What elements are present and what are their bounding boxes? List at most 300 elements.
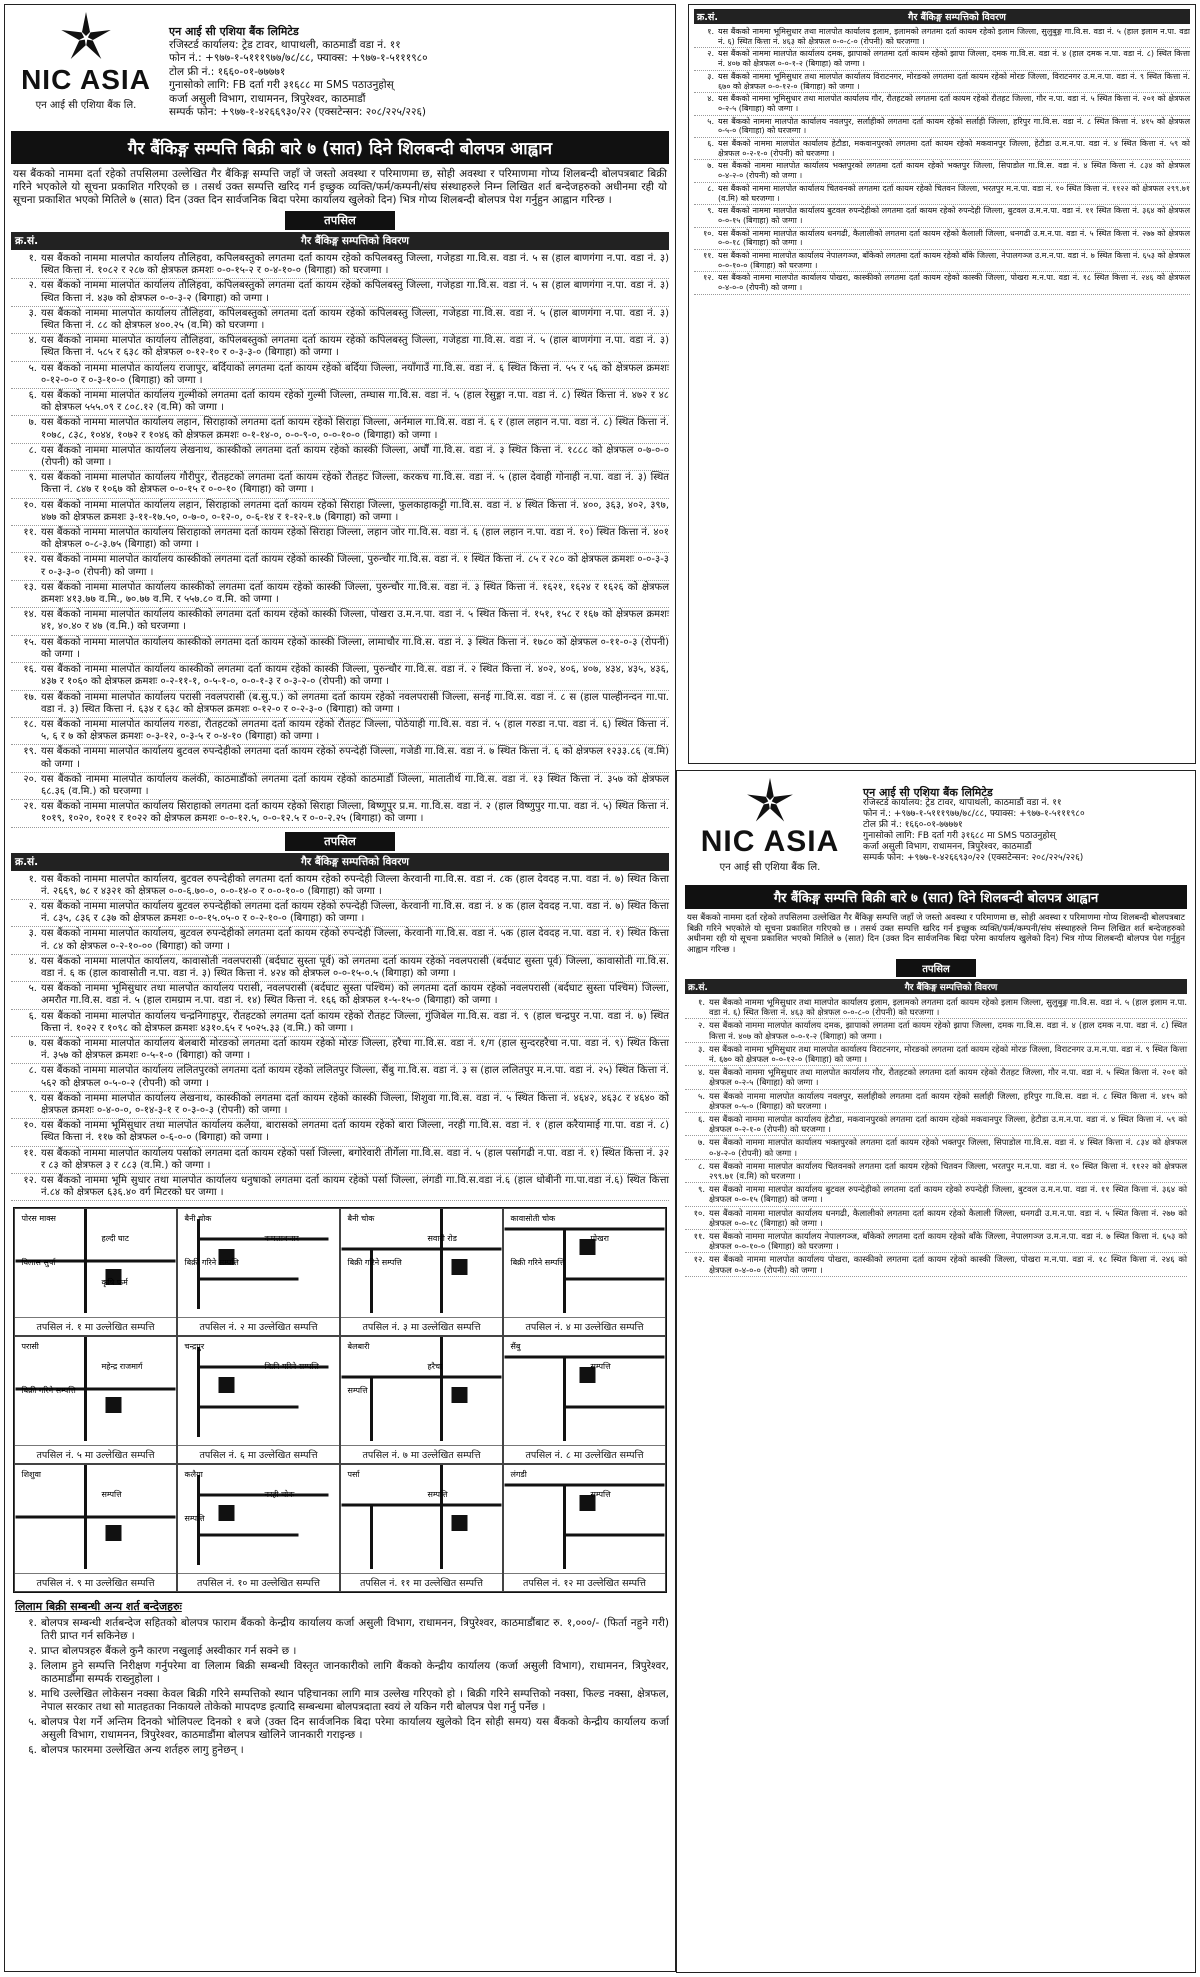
bank-logo — [685, 777, 855, 873]
bank-contact-phone: सम्पर्क फोन: +९७७-१-४२६६९३०/२२ (एक्सटेन्सन: २०८/२२५/२२६) — [863, 853, 1084, 863]
item-text: यस बैंकको नाममा मालपोत कार्यालय, बुटवल रुपन्देहीको लगतमा दर्ता कायम रहेको रुपन्देही जिल्ला केरवानी गा.वि.स. वडा नं. ८क (हाल देवदह न.पा. वडा नं. ७) स्थित कित्ता नं. २६६९, ७८ र ४३२१ को क्षेत्रफल ०-०-६.७०-०, ०-०-१४-० र ०-०-१०-० (बिगाहा) को जग्गा । — [41, 873, 669, 897]
map-label: कलैया — [184, 1470, 203, 1480]
map-caption: तपसिल नं. ३ मा उल्लेखित सम्पत्ति — [341, 1317, 502, 1335]
list-item — [11, 1659, 669, 1687]
map-label: हरैचा — [427, 1362, 443, 1372]
brand-name-np: एन आई सी एशिया बैंक लि. — [35, 100, 137, 111]
item-text: यस बैंकको नाममा भूमिसुधार तथा मालपोत कार्यालय इलाम, इलामको लगतमा दर्ता कायम रहेको इलाम जिल्ला, सुलुबुङ्ग गा.वि.स. वडा नं. ५ (हाल इलाम न.पा. वडा नं. ६) स्थित कित्ता नं. ४६३ को क्षेत्रफल ०-०-८-० (रोपनी) को घरजग्गा । — [718, 27, 1190, 46]
item-number: ८. — [707, 183, 714, 193]
property-marker — [106, 1397, 122, 1413]
list-item — [11, 1687, 669, 1715]
item-number: ५. — [28, 983, 37, 995]
map-caption: तपसिल नं. १२ मा उल्लेखित सम्पत्ति — [504, 1573, 665, 1591]
item-number: ७. — [28, 417, 37, 429]
item-number: ३. — [707, 71, 714, 81]
bank-address: रजिस्टर्ड कार्यालय: ट्रेड टावर, थापाथली, काठमाडौं वडा नं. ११ — [863, 798, 1062, 808]
item-number: २. — [28, 1645, 37, 1658]
item-text: माथि उल्लेखित लोकेसन नक्सा केवल बिक्री गरिने सम्पत्तिको स्थान पहिचानका लागि मात्र उल्लेख गरिएको हो । बिक्री गरिने सम्पत्तिको नक्सा, फिल्ड नक्सा, क्षेत्रफल, नेपाल सरकार तथा सो मातहतका निकायले तोकेको मापदण्ड इत्यादि सम्बन्धमा बोलपत्रदाता स्वयं ले यकिन गरी बोलपत्र पेश गर्नु पर्नेछ । — [41, 1688, 669, 1714]
item-text: यस बैंकको नाममा मालपोत कार्यालय, बुटवल रुपन्देहीको लगतमा दर्ता कायम रहेको रुपन्देही जिल्ला, केरवानी गा.वि.स. वडा नं. ५क (हाल देवदह न.पा. वडा नं. १) स्थित कित्ता नं. ८४ को क्षेत्रफल ०-२-१०-०० (बिगाहा) को जग्गा । — [41, 928, 669, 952]
item-text: यस बैंकको नाममा मालपोत कार्यालय पोखरा, कास्कीको लगतमा दर्ता कायम रहेको कास्की जिल्ला, पोखरा म.न.पा. वडा नं. १८ स्थित कित्ता नं. २४६ को क्षेत्रफल ०-४-०-० (रोपनी) को जग्गा । — [718, 273, 1190, 293]
item-text: यस बैंकको नाममा मालपोत कार्यालय परासी नवलपरासी (ब.सु.प.) को लगतमा दर्ता कायम रहेको नवलपरासी जिल्ला, सनई गा.वि.स. वडा नं. ८ स (हाल पाल्हीनन्दन गा.पा. वडा नं. ३) स्थित कित्ता नं. ६३४ र ६३८ को क्षेत्रफल क्रमशः ०-१२-० र ०-२-३-० (बिगाहा) को जग्गा । — [41, 691, 669, 715]
list-item — [11, 471, 669, 498]
list-item — [11, 1715, 669, 1743]
table-header — [685, 979, 1187, 994]
notice-header — [11, 11, 669, 129]
list-item — [685, 1090, 1187, 1113]
item-number: ६. — [28, 390, 37, 402]
item-number: ४. — [28, 1688, 37, 1701]
continuation-notice — [688, 4, 1196, 764]
item-text: यस बैंकको नाममा भूमिसुधार तथा मालपोत कार्यालय इलाम, इलामको लगतमा दर्ता कायम रहेको इलाम जिल्ला, सुलुबुङ्ग गा.वि.स. वडा नं. ५ (हाल इलाम न.पा. वडा नं. ६) स्थित कित्ता नं. ४६३ को क्षेत्रफल ०-०-८-० (रोपनी) को घरजग्गा । — [709, 997, 1187, 1018]
map-label: शिशुवा — [21, 1470, 41, 1480]
list-item — [685, 1136, 1187, 1159]
item-text: यस बैंकको नाममा मालपोत कार्यालय नेपालगञ्ज, बाँकेको लगतमा दर्ता कायम रहेको बाँके जिल्ला, नेपालगञ्ज उ.म.न.पा. वडा नं. ७ स्थित कित्ता नं. ६५३ को क्षेत्रफल ०-०-१०-० (बिगाहा) को घरजग्गा । — [709, 1231, 1187, 1252]
item-text: यस बैंकको नाममा मालपोत कार्यालय तौलिहवा, कपिलबस्तुको लगतमा दर्ता कायम रहेको कपिलबस्तु जिल्ला, गजेहडा गा.वि.स. वडा नं. ५ (हाल बाणगंगा न.पा. वडा नं. ३) स्थित कित्ता नं. ८८ को क्षेत्रफल ४००.२५ (व.मि) को घरजग्गा । — [41, 307, 669, 332]
map-label: कृषि फर्म — [101, 1278, 128, 1288]
bank-phone: फोन नं.: +९७७-१-५१११९७७/७८/८८, फ्याक्स: +९७७-१-५१११९८० — [169, 52, 428, 64]
list-item — [11, 279, 669, 306]
list-item — [694, 71, 1190, 93]
map-caption: तपसिल नं. ६ मा उल्लेखित सम्पत्ति — [178, 1445, 339, 1463]
item-text: यस बैंकको नाममा मालपोत कार्यालय बेलबारी मोरङको लगतमा दर्ता कायम रहेको मोरङ जिल्ला, हरैचा गा.वि.स. वडा नं. १/ग (हाल सुन्दरहरैचा न.पा. वडा नं. ९) स्थित कित्ता नं. ३५७ को क्षेत्रफल क्रमशः ०-५-१-० (बिगाहा) को जग्गा । — [41, 1037, 669, 1062]
item-number: १६. — [23, 664, 37, 676]
property-marker — [219, 1505, 235, 1521]
bank-logo — [11, 11, 161, 111]
item-text: यस बैंकको नाममा मालपोत कार्यालय नवलपुर, सर्लाहीको लगतमा दर्ता कायम रहेको सर्लाही जिल्ला, हरिपुर गा.वि.स. वडा नं. ८ स्थित कित्ता नं. ४१५ को क्षेत्रफल ०-५-० (बिगाहा) को घरजग्गा । — [709, 1090, 1187, 1111]
bank-dept: कर्जा असुली विभाग, राधामनन, त्रिपुरेश्वर, काठमाडौं — [169, 92, 366, 105]
list-item — [11, 1010, 669, 1037]
small-notice — [676, 770, 1196, 1973]
item-text: यस बैंकको नाममा मालपोत कार्यालय लहान, सिराहाको लगतमा दर्ता कायम रहेको सिराहा जिल्ला, अर्नमाल गा.वि.स. वडा नं. ६ र (हाल लहान न.पा. वडा नं. ८) स्थित कित्ता नं. १०७८, ८३८, १०४४, १०७२ र १०४६ को क्षेत्रफल क्रमशः ०-१-१४-०, ०-०-९-०, ०-०-१०-० (बिगाहा) को जग्गा । — [41, 417, 669, 441]
item-number: ५. — [707, 116, 714, 126]
list-item — [11, 1147, 669, 1174]
table-header — [694, 9, 1190, 24]
list-item — [11, 691, 669, 718]
item-number: १९. — [23, 746, 37, 758]
map-sketch — [341, 1465, 502, 1569]
col-title: गैर बैंकिङ्ग सम्पत्तिको विवरण — [300, 235, 410, 247]
item-text: यस बैंकको नाममा भूमिसुधार तथा मालपोत कार्यालय विराटनगर, मोरङको लगतमा दर्ता कायम रहेको मोरङ जिल्ला, विराटनगर उ.म.न.पा. वडा नं. ९ स्थित कित्ता नं. ६७० को क्षेत्रफल ०-०-१२-० (बिगाहा) को जग्गा । — [718, 71, 1190, 91]
item-number: ३. — [28, 1660, 37, 1673]
item-number: १. — [28, 253, 37, 264]
list-item — [685, 1230, 1187, 1253]
item-text: यस बैंकको नाममा मालपोत कार्यालय कास्कीको लगतमा दर्ता कायम रहेको कास्की जिल्ला, लामाचौर गा.वि.स. वडा नं. ३ स्थित कित्ता नं. १७८० को क्षेत्रफल ०-११-०-३ (रोपनी) को जग्गा । — [41, 636, 669, 660]
item-text: प्राप्त बोलपत्रहरु बैंकले कुनै कारण नखुलाई अस्वीकार गर्न सक्ने छ । — [41, 1645, 297, 1658]
star-logo-icon — [742, 777, 798, 827]
location-map — [177, 1208, 340, 1336]
bank-name: एन आई सी एशिया बैंक लिमिटेड — [863, 786, 993, 799]
map-label: पर्सा — [347, 1470, 360, 1480]
item-text: लिलाम हुने सम्पत्ति निरीक्षण गर्नुपरेमा वा लिलाम बिक्री सम्बन्धी विस्तृत जानकारीको लागि बैंकको केन्द्रीय कार्यालय (कर्जा असुली विभाग), राधामनन, त्रिपुरेश्वर, काठमाडौंमा सम्पर्क राख्नुहोला । — [41, 1660, 669, 1686]
item-number: १०. — [23, 499, 37, 511]
map-label: पोरस माक्स — [21, 1214, 56, 1224]
item-text: यस बैंकको नाममा मालपोत कार्यालय कास्कीको लगतमा दर्ता कायम रहेको कास्की जिल्ला, पुरुन्चौर गा.वि.स. वडा नं. ३ स्थित कित्ता नं. १६२१, १६२४ र १६२६ को क्षेत्रफल क्रमशः ४१३.७७ व.मि., ७०.७७ व.मि. र ५५७.८० व.मि. को जग्गा । — [41, 581, 669, 606]
brand-name: NIC ASIA — [700, 825, 840, 858]
item-number: १४. — [23, 609, 37, 621]
item-number: ८. — [28, 444, 37, 456]
item-text: यस बैंकको नाममा भूमिसुधार तथा मालपोत कार्यालय विराटनगर, मोरङको लगतमा दर्ता कायम रहेको मोरङ जिल्ला, विराटनगर उ.म.न.पा. वडा नं. ९ स्थित कित्ता नं. ६७० को क्षेत्रफल ०-०-१२-० (बिगाहा) को जग्गा । — [709, 1043, 1187, 1065]
item-number: ५. — [28, 362, 37, 374]
list-item — [11, 334, 669, 361]
map-label: सम्पत्ति — [590, 1490, 611, 1500]
map-label: बैनी चोक — [184, 1214, 212, 1224]
item-text: यस बैंकको नाममा मालपोत कार्यालय सिराहाको लगतमा दर्ता कायम रहेको सिराहा जिल्ला, लहान जोर गा.वि.स. वडा नं. ६ (हाल लहान न.पा. वडा नं. १०) स्थित कित्ता नं. ४०१ को क्षेत्रफल ०-८-३.७५ (बिगाहा) को जग्गा । — [41, 527, 669, 551]
item-number: २. — [28, 900, 37, 912]
item-number: १२. — [703, 273, 714, 283]
item-number: ९. — [707, 206, 714, 216]
item-number: ११. — [23, 1147, 37, 1159]
item-number: १. — [28, 873, 37, 885]
item-number: ५. — [28, 1716, 37, 1729]
location-map — [340, 1464, 503, 1592]
list-item — [11, 416, 669, 443]
list-item — [694, 272, 1190, 294]
property-marker — [106, 1525, 122, 1541]
item-text: यस बैंकको नाममा भूमिसुधार तथा मालपोत कार्यालय गौर, रौतहटको लगतमा दर्ता कायम रहेको रौतहट जिल्ला, गौर न.पा. वडा नं. ५ स्थित कित्ता नं. २०१ को क्षेत्रफल ०-२-५ (बिगाहा) को जग्गा । — [718, 94, 1190, 113]
location-map — [503, 1208, 666, 1336]
map-caption: तपसिल नं. १० मा उल्लेखित सम्पत्ति — [178, 1573, 339, 1591]
item-number: १५. — [23, 636, 37, 648]
list-item — [11, 1119, 669, 1146]
list-item — [11, 873, 669, 900]
item-text: यस बैंकको नाममा मालपोत कार्यालय दमक, झापाको लगतमा दर्ता कायम रहेको झापा जिल्ला, दमक गा.वि.स. वडा नं. ४ (हाल दमक न.पा. वडा नं. ८) स्थित कित्ता नं. ४०७ को क्षेत्रफल ०-०-१-२ (बिगाहा) को जग्गा । — [709, 1020, 1187, 1041]
item-number: ९. — [28, 1092, 37, 1104]
map-caption: तपसिल नं. ९ मा उल्लेखित सम्पत्ति — [15, 1573, 176, 1591]
map-label: सम्पत्ति — [590, 1362, 611, 1372]
map-caption: तपसिल नं. २ मा उल्लेखित सम्पत्ति — [178, 1317, 339, 1335]
map-sketch — [504, 1465, 665, 1569]
main-notice — [4, 4, 676, 1972]
item-text: बोलपत्र सम्बन्धी शर्तबन्देज सहितको बोलपत्र फाराम बैंकको केन्द्रीय कार्यालय कर्जा असुली विभाग, राधामनन, त्रिपुरेश्वर, काठमाडौंबाट रु. १,०००/- (फिर्ता नहुने गरी) तिरी प्राप्त गर्न सकिनेछ । — [41, 1617, 669, 1643]
map-caption: तपसिल नं. ४ मा उल्लेखित सम्पत्ति — [504, 1317, 665, 1335]
item-text: बोलपत्र पेश गर्ने अन्तिम दिनको भोलिपल्ट दिनको १ बजे (उक्त दिन सार्वजनिक बिदा परेमा कार्यालय खुलेको दिन सोही समय) यस बैंकको केन्द्रीय कार्यालय कर्जा असुली विभाग, राधामनन, त्रिपुरेश्वर, काठमाडौंमा बोलपत्र खोलिने जानकारी गराइन्छ । — [41, 1716, 669, 1742]
list-item — [11, 1174, 669, 1201]
section-heading: तपसिल — [896, 959, 976, 977]
map-label: सवारी रोड — [427, 1234, 457, 1244]
list-item — [11, 389, 669, 416]
map-label: बिक्री गरिने सम्पत्ति — [21, 1386, 76, 1396]
item-text: यस बैंकको नाममा मालपोत कार्यालय, कावासोती नवलपरासी (बर्दघाट सुस्ता पूर्व) को लगतमा दर्ता कायम रहेको नवलपरासी (बर्दघाट सुस्ता पूर्व) जिल्ला, कावासोती गा.वि.स. वडा नं. ६ क (हाल कावासोती न.पा. वडा नं. ३) स्थित कित्ता नं. ४२४ को क्षेत्रफल ०-०-१५-०.५ (बिगाहा) को जग्गा । — [41, 955, 669, 979]
brand-name: NIC ASIA — [21, 64, 151, 95]
map-label: सैंबु — [510, 1342, 521, 1352]
list-item — [11, 955, 669, 982]
map-label: विलास सुर्पा — [21, 1258, 56, 1268]
item-text: यस बैंकको नाममा मालपोत कार्यालय लेखनाथ, कास्कीको लगतमा दर्ता कायम रहेको कास्की जिल्ला, शिशुवा गा.वि.स. वडा नं. ५ स्थित कित्ता नं. ४६४२, ४६३८ र ४६४० को क्षेत्रफल क्रमशः ०-४-०-०, ०-१४-३-१ र ०-३-०-३ (रोपनी) को जग्गा । — [41, 1092, 669, 1116]
list-item — [694, 116, 1190, 138]
map-sketch — [15, 1465, 176, 1569]
bank-tollfree: टोल फ्री नं.: १६६०-०१-७७७७१ — [169, 65, 286, 78]
item-number: ११. — [693, 1231, 705, 1242]
contact-block — [863, 777, 1085, 864]
list-item — [694, 160, 1190, 182]
location-map — [177, 1464, 340, 1592]
notice-title: गैर बैंकिङ्ग सम्पत्ति बिक्री बारे ७ (सात) दिने शिलबन्दी बोलपत्र आह्वान — [11, 131, 669, 164]
item-number: ४. — [697, 1067, 705, 1078]
property-list-3 — [694, 26, 1190, 295]
list-item — [685, 1066, 1187, 1089]
bank-contact-phone: सम्पर्क फोन: +९७७-१-४२६६९३०/२२ (एक्सटेन्सन: २०८/२२५/२२६) — [169, 106, 427, 118]
location-maps-grid — [13, 1207, 667, 1593]
item-number: ५. — [697, 1090, 705, 1101]
map-label: हल्दी घाट — [101, 1234, 129, 1244]
col-title: गैर बैंकिङ्ग सम्पत्तिको विवरण — [904, 983, 998, 993]
property-marker — [452, 1259, 468, 1275]
list-item — [11, 362, 669, 389]
map-caption: तपसिल नं. ५ मा उल्लेखित सम्पत्ति — [15, 1445, 176, 1463]
item-number: २१. — [23, 801, 37, 813]
item-text: यस बैंकको नाममा मालपोत कार्यालय बुटवल रुपन्देहीको लगतमा दर्ता कायम रहेको रुपन्देही जिल्ला, गजेडी गा.वि.स. वडा नं. ७ स्थित कित्ता नं. ६ को क्षेत्रफल १२३३.८६ (व.मि) को जग्गा । — [41, 746, 669, 770]
col-title: गैर बैंकिङ्ग सम्पत्तिको विवरण — [300, 855, 410, 868]
contact-block — [169, 11, 428, 120]
bank-phone: फोन नं.: +९७७-१-५१११९७७/७८/८८, फ्याक्स: +९७७-१-५१११९८० — [863, 809, 1085, 819]
list-item — [11, 773, 669, 800]
item-number: १२. — [693, 1254, 705, 1265]
list-item — [11, 663, 669, 690]
list-item — [11, 444, 669, 471]
list-item — [694, 48, 1190, 70]
item-number: ११. — [703, 251, 714, 261]
item-number: १०. — [703, 228, 714, 238]
list-item — [685, 1183, 1187, 1206]
map-label: सम्पत्ति — [101, 1490, 122, 1500]
item-number: ४. — [28, 955, 37, 967]
location-map — [14, 1336, 177, 1464]
list-item — [694, 250, 1190, 272]
item-text: यस बैंकको नाममा भूमि सुधार तथा मालपोत कार्यालय धनुषाको लगतमा दर्ता कायम रहेको पर्सा जिल्ला, लंगडी गा.वि.स.वडा नं.६ (हाल धोबीनी गा.पा.वडा नं.६) स्थित कित्ता नं.८४ को क्षेत्रफल ६३६.४० वर्ग मिटरको घर जग्गा । — [41, 1175, 669, 1199]
item-number: ७. — [28, 1037, 37, 1049]
item-text: यस बैंकको नाममा मालपोत कार्यालय तौलिहवा, कपिलबस्तुको लगतमा दर्ता कायम रहेको कपिलबस्तु जिल्ला, गजेहडा गा.वि.स. वडा नं. ५ स (हाल बाणगंगा न.पा. वडा नं. ३) स्थित कित्ता नं. १०८२ र २८७ को क्षेत्रफल क्रमशः ०-०-१५-२ र ०-४-१०-० (बिगाहा) को घरजग्गा । — [41, 253, 669, 277]
map-sketch — [504, 1337, 665, 1441]
item-text: यस बैंकको नाममा भूमिसुधार तथा मालपोत कार्यालय परासी, नवलपरासी (बर्दघाट सुस्ता पश्चिम) को लगतमा दर्ता कायम रहेको नवलपरासी (बर्दघाट सुस्ता पश्चिम) जिल्ला, अमरौत गा.वि.स. वडा नं. ५ (हाल रामग्राम न.पा. वडा नं. १४) स्थित कित्ता नं. १६६ को क्षेत्रफल १-५-१५-० (बिगाहा) को जग्गा । — [41, 983, 669, 1007]
item-text: यस बैंकको नाममा मालपोत कार्यालय दमक, झापाको लगतमा दर्ता कायम रहेको झापा जिल्ला, दमक गा.वि.स. वडा नं. ४ (हाल दमक न.पा. वडा नं. ८) स्थित कित्ता नं. ४०७ को क्षेत्रफल ०-०-१-२ (बिगाहा) को जग्गा । — [718, 49, 1190, 69]
col-serial: क्र.सं. — [15, 855, 39, 868]
item-text: यस बैंकको नाममा मालपोत कार्यालय चितवनको लगतमा दर्ता कायम रहेको चितवन जिल्ला, भरतपुर म.न.पा. वडा नं. १० स्थित कित्ता नं. ११२२ को क्षेत्रफल २९९.७१ (व.मि) को घरजग्गा । — [709, 1160, 1187, 1182]
map-label: बिक्री गरिने सम्पत्ति — [347, 1258, 402, 1268]
item-text: यस बैंकको नाममा मालपोत कार्यालय ललितपुरको लगतमा दर्ता कायम रहेको ललितपुर जिल्ला, सैंबु गा.वि.स. वडा नं. ३ स (हाल ललितपुर म.न.पा. वडा नं. २५) स्थित कित्ता नं. ५६२ को क्षेत्रफल ०-५-०-२ (रोपनी) को जग्गा । — [41, 1065, 669, 1089]
item-text: यस बैंकको नाममा मालपोत कार्यालय कास्कीको लगतमा दर्ता कायम रहेको कास्की जिल्ला, पोखरा उ.म.न.पा. वडा नं. ५ स्थित कित्ता नं. १५१, १५८ र १६७ को क्षेत्रफल क्रमशः ४१, ४०.४० र ४७ (व.मि.) को घरजग्गा । — [41, 609, 669, 633]
location-map — [14, 1464, 177, 1592]
item-text: यस बैंकको नाममा मालपोत कार्यालय कास्कीको लगतमा दर्ता कायम रहेको कास्की जिल्ला, पुरुन्चौर गा.वि.स. वडा नं. १ स्थित कित्ता नं. ८५ र २८० को क्षेत्रफल क्रमशः ०-०-३-३ र ०-३-३-० (रोपनी) को जग्गा । — [41, 554, 669, 578]
item-text: यस बैंकको नाममा मालपोत कार्यालय बुटवल रुपन्देहीको लगतमा दर्ता कायम रहेको रुपन्देही जिल्ला, बुटवल उ.म.न.पा. वडा नं. ११ स्थित कित्ता नं. ३६४ को क्षेत्रफल ०-०-१५ (बिगाहा) को जग्गा । — [718, 206, 1190, 225]
item-number: १. — [697, 997, 705, 1007]
bank-sms: गुनासोको लागि: FB दर्ता गरी ३१६८८ मा SMS पठाउनुहोस् — [863, 831, 1056, 841]
list-item — [11, 636, 669, 663]
list-item — [694, 26, 1190, 48]
map-label: पोखरा — [590, 1234, 610, 1244]
item-text: यस बैंकको नाममा मालपोत कार्यालय लेखनाथ, कास्कीको लगतमा दर्ता कायम रहेको कास्की जिल्ला, अर्घौं गा.वि.स. वडा नं. ३ स्थित कित्ता नं. १८८८ को क्षेत्रफल ०-७-०-० (रोपनी) को जग्गा । — [41, 444, 669, 469]
star-logo-icon — [56, 11, 116, 65]
bank-name: एन आई सी एशिया बैंक लिमिटेड — [169, 25, 299, 38]
list-item — [11, 581, 669, 608]
map-sketch — [15, 1337, 176, 1441]
item-number: ४. — [28, 335, 37, 347]
item-number: ३. — [28, 307, 37, 319]
map-sketch — [504, 1209, 665, 1313]
item-text: यस बैंकको नाममा मालपोत कार्यालय चन्द्रनिगाहपुर, रौतहटको लगतमा दर्ता कायम रहेको रौतहट जिल्ला, गुंजिबेल गा.वि.स. वडा नं. ९ (हाल चन्द्रपुर न.पा. वडा नं. ७) स्थित कित्ता नं. १०२२ र १०९८ को क्षेत्रफल क्रमशः ४३१०.६५ र ५०२५.३३ (व.मि.) को जग्गा । — [41, 1010, 669, 1034]
small-notice-header — [685, 777, 1187, 883]
list-item — [685, 1113, 1187, 1136]
item-text: यस बैंकको नाममा मालपोत कार्यालय बुटवल रुपन्देहीको लगतमा दर्ता कायम रहेको रुपन्देही जिल्ला, बुटवल उ.म.न.पा. वडा नं. ११ स्थित कित्ता नं. ३६४ को क्षेत्रफल ०-०-१५ (बिगाहा) को जग्गा । — [709, 1184, 1187, 1205]
location-map — [503, 1336, 666, 1464]
list-item — [11, 1743, 669, 1758]
item-number: १. — [707, 27, 714, 36]
list-item — [11, 608, 669, 635]
location-map — [177, 1336, 340, 1464]
bank-tollfree: टोल फ्री नं.: १६६०-०१-७७७७१ — [863, 820, 963, 830]
map-sketch — [178, 1337, 339, 1441]
item-text: यस बैंकको नाममा मालपोत कार्यालय पोखरा, कास्कीको लगतमा दर्ता कायम रहेको कास्की जिल्ला, पोखरा म.न.पा. वडा नं. १८ स्थित कित्ता नं. २४६ को क्षेत्रफल ०-४-०-० (रोपनी) को जग्गा । — [709, 1254, 1187, 1275]
location-map — [503, 1464, 666, 1592]
list-item — [11, 1092, 669, 1119]
list-item — [11, 745, 669, 772]
list-item — [11, 1616, 669, 1644]
brand-name-np: एन आई सी एशिया बैंक लि. — [719, 862, 821, 873]
item-number: १०. — [693, 1207, 705, 1218]
list-item — [11, 982, 669, 1009]
item-number: ७. — [697, 1137, 705, 1148]
bank-address: रजिस्टर्ड कार्यालय: ट्रेड टावर, थापाथली, काठमाडौं वडा नं. ११ — [169, 38, 401, 51]
map-caption: तपसिल नं. ८ मा उल्लेखित सम्पत्ति — [504, 1445, 665, 1463]
map-label: बेलबारी — [347, 1342, 370, 1352]
list-item — [685, 1207, 1187, 1230]
map-label: बैनी चोक — [347, 1214, 375, 1224]
item-number: ३. — [697, 1043, 705, 1054]
item-text: यस बैंकको नाममा मालपोत कार्यालय चितवनको लगतमा दर्ता कायम रहेको चितवन जिल्ला, भरतपुर म.न.पा. वडा नं. १० स्थित कित्ता नं. ११२२ को क्षेत्रफल २९९.७१ (व.मि) को घरजग्गा । — [718, 183, 1190, 203]
map-caption: तपसिल नं. १ मा उल्लेखित सम्पत्ति — [15, 1317, 176, 1335]
item-text: यस बैंकको नाममा मालपोत कार्यालय लहान, सिराहाको लगतमा दर्ता कायम रहेको सिराहा जिल्ला, फुलकाहाकट्टी गा.वि.स. वडा नं. ४ स्थित कित्ता नं. ४००, ३६३, ४०२, ३९७, ४७७ को क्षेत्रफल क्रमशः ३-११-१७.५०, ०-७-०, ०-१२-०, ०-६-१४ र १-१२-१.७ (बिगाहा) को जग्गा । — [41, 499, 669, 523]
map-label: बिक्री गरिने सम्पत्ति — [184, 1258, 239, 1268]
col-serial: क्र.सं. — [688, 983, 708, 993]
map-label: कावासोती चोक — [510, 1214, 556, 1224]
map-label: नरही चोक — [264, 1490, 295, 1500]
list-item — [11, 1037, 669, 1064]
item-number: ३. — [28, 928, 37, 940]
list-item — [11, 1064, 669, 1091]
list-item — [11, 499, 669, 526]
item-text: यस बैंकको नाममा भूमिसुधार तथा मालपोत कार्यालय गौर, रौतहटको लगतमा दर्ता कायम रहेको रौतहट जिल्ला, गौर न.पा. वडा नं. ५ स्थित कित्ता नं. २०१ को क्षेत्रफल ०-२-५ (बिगाहा) को जग्गा । — [709, 1067, 1187, 1088]
item-number: १८. — [23, 718, 37, 730]
item-text: यस बैंकको नाममा मालपोत कार्यालय गरुडा, रौतहटको लगतमा दर्ता कायम रहेको रौतहट जिल्ला, पोठेयाही गा.वि.स. वडा नं. ५ (हाल गरुडा न.पा. वडा नं. ६) स्थित कित्ता नं. ५, ६ र ७ को क्षेत्रफल क्रमशः ०-३-१२, ०-३-५ र ०-४-१० (बिगाहा) को जग्गा । — [41, 718, 669, 743]
item-number: २. — [28, 280, 37, 292]
table-header — [11, 232, 669, 250]
property-list-2 — [11, 873, 669, 1202]
item-number: ६. — [707, 139, 714, 149]
map-caption: तपसिल नं. ११ मा उल्लेखित सम्पत्ति — [341, 1573, 502, 1591]
map-label: बिक्री गरिने सम्पत्ति — [510, 1258, 565, 1268]
item-number: ६. — [697, 1114, 705, 1125]
table-header — [11, 853, 669, 871]
map-label: लंगडी — [510, 1470, 527, 1480]
list-item — [694, 183, 1190, 205]
item-number: १२. — [23, 554, 37, 566]
map-label: सम्पत्ति — [184, 1514, 205, 1524]
item-text: यस बैंकको नाममा मालपोत कार्यालय सिराहाको लगतमा दर्ता कायम रहेको सिराहा जिल्ला, बिष्णुपुर प्र.म. गा.वि.स. वडा नं. २ (हाल विष्णुपुर गा.पा. वडा नं. ५) स्थित कित्ता नं. १०१९, १०२०, १०२१ र १०२२ को क्षेत्रफल क्रमशः ०-०-१२.५, ०-०-१२.५ र ०-०-२.२५ (बिगाहा) को जग्गा । — [41, 801, 669, 825]
item-number: ८. — [28, 1065, 37, 1077]
notice-intro: यस बैंकको नाममा दर्ता रहेको तपसिलमा उल्लेखित गैर बैंकिङ्ग सम्पत्ति जहाँ जे जस्तो अवस्था र परिमाणमा छ, सोही अवस्था र परिमाणमा गोप्य शिलबन्दी बोलपत्रबाट बिक्री गरिने भएकोले यो सूचना प्रकाशित गरिएको छ । तसर्थ उक्त सम्पत्ति खरिद गर्न इच्छुक व्यक्ति/फर्म/कम्पनी/संघ संस्थाहरुले निम्न लिखित शर्त बन्देजहरुको अधीनमा रही यो सूचना प्रकाशित भएको मितिले ७ (सात) दिन (उक्त दिन सार्वजनिक बिदा परेमा कार्यालय खुलेको दिन) भित्र गोप्य शिलबन्दी बोलपत्र पेश गर्नुहुन आह्वान गरिन्छ । — [13, 168, 667, 206]
list-item — [685, 1019, 1187, 1042]
item-text: यस बैंकको नाममा मालपोत कार्यालय कास्कीको लगतमा दर्ता कायम रहेको कास्की जिल्ला, पुरुन्चौर गा.वि.स. वडा नं. २ स्थित कित्ता नं. ४०२, ४०६, ४०७, ४३४, ४३५, ४३६, ४३७ र १०६० को क्षेत्रफल क्रमशः ०-२-११-१, ०-५-१-०, ०-०-१-३ र ०-३-२-० (रोपनी) को जग्गा । — [41, 664, 669, 688]
item-number: १. — [28, 1617, 37, 1630]
list-item — [11, 526, 669, 553]
item-text: यस बैंकको नाममा भूमिसुधार तथा मालपोत कार्यालय कलैया, बारासको लगतमा दर्ता कायम रहेको बारा जिल्ला, नरही गा.वि.स. वडा नं. १ (हाल करैयामाई गा.पा. वडा नं. ८) स्थित कित्ता नं. ११७ को क्षेत्रफल ०-६-०-० (बिगाहा) को जग्गा । — [41, 1120, 669, 1144]
map-label: परासी — [21, 1342, 39, 1352]
item-number: १०. — [23, 1120, 37, 1132]
property-marker — [219, 1377, 235, 1393]
item-text: यस बैंकको नाममा मालपोत कार्यालय धनगढी, कैलालीको लगतमा दर्ता कायम रहेको कैलाली जिल्ला, धनगढी उ.म.न.पा. वडा नं. ५ स्थित कित्ता नं. २७७ को क्षेत्रफल ०-०-१८ (बिगाहा) को जग्गा । — [709, 1207, 1187, 1228]
col-title: गैर बैंकिङ्ग सम्पत्तिको विवरण — [908, 12, 1006, 23]
list-item — [11, 307, 669, 334]
item-text: यस बैंकको नाममा मालपोत कार्यालय भक्तपुरको लगतमा दर्ता कायम रहेको भक्तपुर जिल्ला, सिपाडोल गा.वि.स. वडा नं. ४ स्थित कित्ता नं. ८३४ को क्षेत्रफल ०-४-२-० (रोपनी) को जग्गा । — [718, 161, 1190, 181]
item-number: ४. — [707, 94, 714, 104]
item-number: २०. — [23, 773, 37, 785]
list-item — [11, 252, 669, 279]
col-serial: क्र.सं. — [697, 12, 718, 23]
location-map — [340, 1336, 503, 1464]
item-text: यस बैंकको नाममा मालपोत कार्यालय हेटौडा, मकवानपुरको लगतमा दर्ता कायम रहेको मकवानपुर जिल्ला, हेटौडा उ.म.न.पा. वडा नं. ४ स्थित कित्ता नं. ५९ को क्षेत्रफल ०-२-१-० (रोपनी) को घरजग्गा । — [709, 1114, 1187, 1135]
item-number: ९. — [697, 1184, 705, 1195]
location-map — [340, 1208, 503, 1336]
item-text: यस बैंकको नाममा मालपोत कार्यालय तौलिहवा, कपिलबस्तुको लगतमा दर्ता कायम रहेको कपिलबस्तु जिल्ला, गजेहडा गा.वि.स. वडा नं. ५ स (हाल बाणगंगा न.पा. वडा नं. ३) स्थित कित्ता नं. ४३७ को क्षेत्रफल ०-०-३-२ (बिगाहा) को जग्गा । — [41, 280, 669, 304]
map-label: कमलाबजार — [264, 1234, 299, 1244]
item-number: ६. — [28, 1744, 37, 1757]
terms-list — [11, 1616, 669, 1758]
item-number: ८. — [697, 1160, 705, 1171]
item-number: २. — [697, 1020, 705, 1031]
item-number: १३. — [23, 581, 37, 593]
item-number: ७. — [707, 161, 714, 171]
item-text: यस बैंकको नाममा मालपोत कार्यालय गौरीपुर, रौतहटको लगतमा दर्ता कायम रहेको रौतहट जिल्ला, करकच गा.वि.स. वडा नं. ५ (हाल देवाही गोनाही न.पा. वडा नं. ३) स्थित कित्ता नं. ८४७ र १०६७ को क्षेत्रफल ०-०-१५ र ०-०-१० (बिगाहा) को जग्गा । — [41, 472, 669, 496]
small-notice-intro: यस बैंकको नाममा दर्ता रहेको तपसिलमा उल्लेखित गैर बैंकिङ्ग सम्पत्ति जहाँ जे जस्तो अवस्था र परिमाणमा छ, सोही अवस्था र परिमाणमा गोप्य शिलबन्दी बोलपत्रबाट बिक्री गरिने भएकोले यो सूचना प्रकाशित गरिएको छ । तसर्थ उक्त सम्पत्ति खरिद गर्न इच्छुक व्यक्ति/फर्म/कम्पनी/संघ संस्थाहरुले निम्न लिखित शर्त बन्देजहरुको अधीनमा रही यो सूचना प्रकाशित भएको मितिले ७ (सात) दिन (उक्त दिन सार्वजनिक बिदा परेमा कार्यालय खुलेको दिन) भित्र गोप्य शिलबन्दी बोलपत्र पेश गर्नुहुन आह्वान गरिन्छ । — [687, 913, 1185, 955]
item-text: यस बैंकको नाममा मालपोत कार्यालय भक्तपुरको लगतमा दर्ता कायम रहेको भक्तपुर जिल्ला, सिपाडोल गा.वि.स. वडा नं. ४ स्थित कित्ता नं. ८३४ को क्षेत्रफल ०-४-२-० (रोपनी) को जग्गा । — [709, 1137, 1187, 1158]
map-label: बिक्री गरिने सम्पत्ति — [264, 1362, 319, 1372]
section-heading: तपसिल — [285, 211, 395, 230]
list-item — [694, 138, 1190, 160]
list-item — [11, 718, 669, 745]
item-text: यस बैंकको नाममा मालपोत कार्यालय नवलपुर, सर्लाहीको लगतमा दर्ता कायम रहेको सर्लाही जिल्ला, हरिपुर गा.वि.स. वडा नं. ८ स्थित कित्ता नं. ४१५ को क्षेत्रफल ०-५-० (बिगाहा) को घरजग्गा । — [718, 116, 1190, 136]
list-item — [685, 996, 1187, 1019]
col-serial: क्र.सं. — [15, 235, 39, 247]
map-label: महेन्द्र राजमार्ग — [101, 1362, 143, 1372]
item-number: ६. — [28, 1010, 37, 1022]
item-text: यस बैंकको नाममा मालपोत कार्यालय गुल्मीको लगतमा दर्ता कायम रहेको गुल्मी जिल्ला, तम्घास गा.वि.स. वडा नं. ५ (हाल रेसुङ्गा न.पा. वडा नं. ८) स्थित कित्ता नं. ४७२ र ४८ को क्षेत्रफल ५५५.०९ र ८०८.१२ (व.मि) को जग्गा । — [41, 390, 669, 414]
list-item — [694, 93, 1190, 115]
item-text: यस बैंकको नाममा मालपोत कार्यालय राजापुर, बर्दियाको लगतमा दर्ता कायम रहेको बर्दिया जिल्ला, नयाँगाउँ गा.वि.स. वडा नं. ६ स्थित कित्ता नं. ५५ र ५६ को क्षेत्रफल क्रमशः ०-१२-०-० र ०-३-१०-० (बिगाहा) को जग्गा । — [41, 362, 669, 386]
list-item — [11, 1644, 669, 1659]
item-number: १२. — [23, 1175, 37, 1186]
item-text: यस बैंकको नाममा मालपोत कार्यालय धनगढी, कैलालीको लगतमा दर्ता कायम रहेको कैलाली जिल्ला, धनगढी उ.म.न.पा. वडा नं. ५ स्थित कित्ता नं. २७७ को क्षेत्रफल ०-०-१८ (बिगाहा) को जग्गा । — [718, 228, 1190, 248]
list-item — [694, 228, 1190, 250]
item-text: यस बैंकको नाममा मालपोत कार्यालय बुटवल रुपन्देहीको लगतमा दर्ता कायम रहेको रुपन्देही जिल्ला, केरवानी गा.वि.स. वडा नं. ४ क (हाल देवदह न.पा. वडा नं. ७) स्थित कित्ता नं. ८३५, ८३६ र ८३७ को क्षेत्रफल क्रमशः ०-०-१५.०५-० र ०-२-१०-० (बिगाहा) को जग्गा । — [41, 900, 669, 925]
item-number: १७. — [23, 691, 37, 703]
section-heading: तपसिल — [285, 832, 395, 851]
list-item — [685, 1253, 1187, 1276]
list-item — [685, 1043, 1187, 1066]
map-label: सम्पत्ति — [427, 1490, 448, 1500]
map-sketch — [341, 1209, 502, 1313]
map-label: चन्द्रपुर — [184, 1342, 205, 1352]
list-item — [11, 927, 669, 954]
map-sketch — [15, 1209, 176, 1313]
property-list-4 — [685, 996, 1187, 1277]
item-number: २. — [707, 49, 714, 59]
item-text: बोलपत्र फारममा उल्लेखित अन्य शर्तहरु लागु हुनेछन् । — [41, 1744, 244, 1757]
list-item — [11, 900, 669, 927]
item-text: यस बैंकको नाममा मालपोत कार्यालय पर्साको लगतमा दर्ता कायम रहेको पर्सा जिल्ला, बगोरेवारी तीर्गेला गा.वि.स. वडा नं. ५ (हाल पर्सागढी न.पा. वडा नं. १) स्थित कित्ता नं. ३२ र ८३ को क्षेत्रफल ३ र ८८३ (व.मि.) को जग्गा । — [41, 1147, 669, 1171]
location-map — [14, 1208, 177, 1336]
property-list-1 — [11, 252, 669, 828]
map-sketch — [178, 1209, 339, 1313]
item-text: यस बैंकको नाममा मालपोत कार्यालय नेपालगञ्ज, बाँकेको लगतमा दर्ता कायम रहेको बाँके जिल्ला, नेपालगञ्ज उ.म.न.पा. वडा नं. ७ स्थित कित्ता नं. ६५३ को क्षेत्रफल ०-०-१०-० (बिगाहा) को घरजग्गा । — [718, 251, 1190, 270]
